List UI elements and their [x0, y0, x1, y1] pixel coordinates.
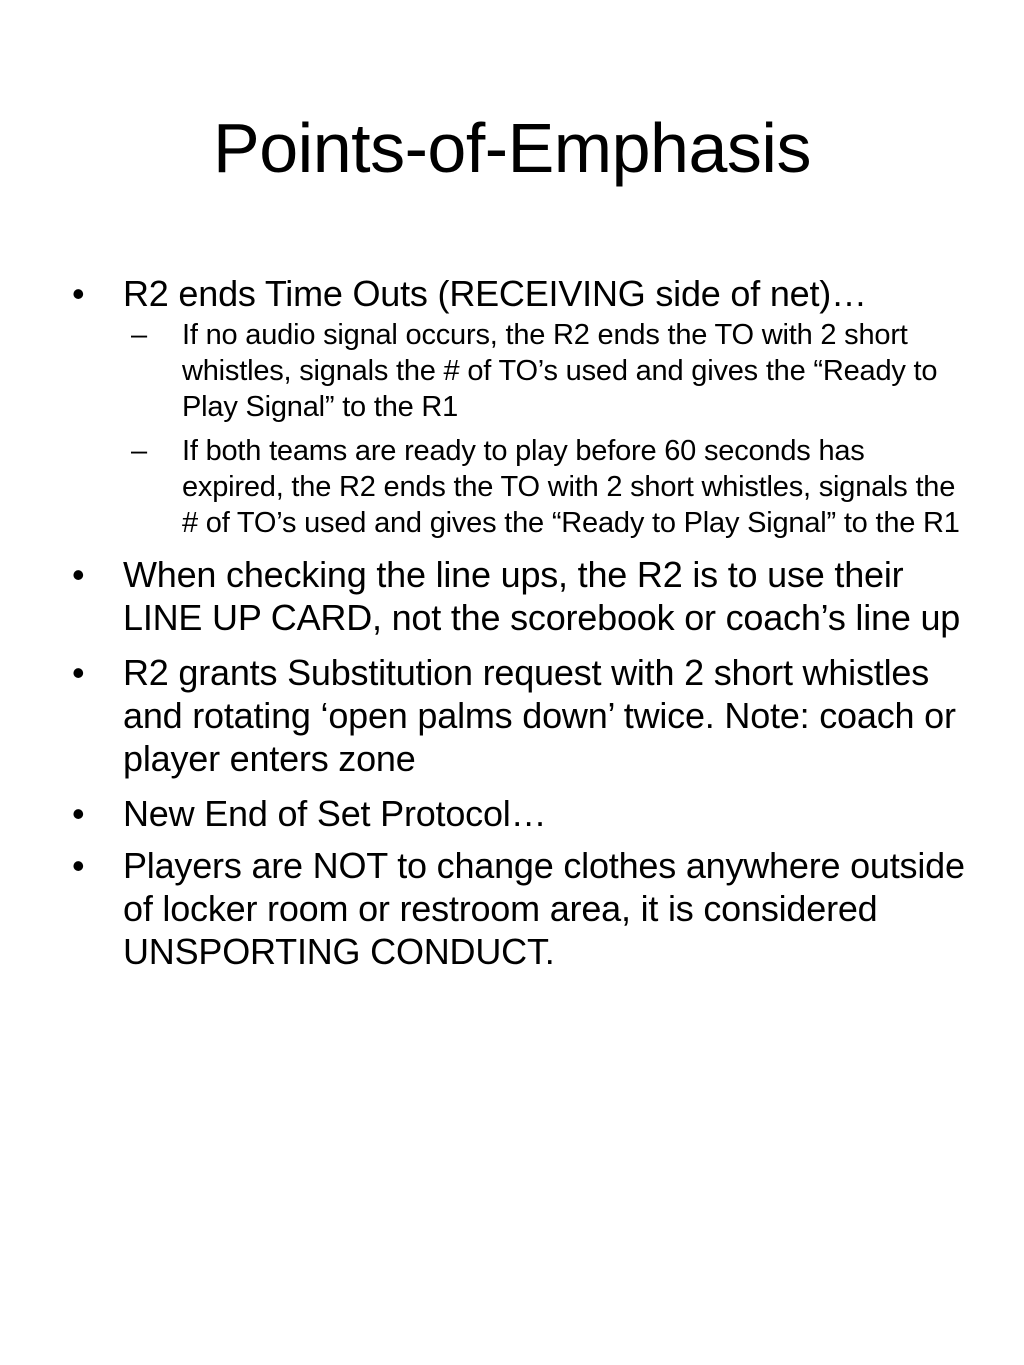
bullet-item-line-ups	[72, 553, 972, 639]
bullet-item-timeouts	[72, 272, 972, 541]
bullet-icon: •	[72, 652, 85, 693]
bullet-item-clothes	[72, 844, 972, 973]
dash-icon: –	[131, 435, 147, 467]
bullet-icon: •	[72, 273, 85, 314]
sub-bullet-text: If both teams are ready to play before 60 seconds has expired, the R2 ends the TO with 2 short whistles, signals the # of TO’s used and gives the “Ready to Play Signal” to the R1	[182, 435, 960, 539]
sub-bullet-item-teams-ready	[131, 433, 972, 541]
sub-bullet-list	[131, 317, 972, 541]
sub-bullet-text: If no audio signal occurs, the R2 ends the TO with 2 short whistles, signals the # of TO’s used and gives the “Ready to Play Signal” to the R1	[182, 319, 938, 423]
bullet-item-substitution	[72, 651, 972, 780]
bullet-text: R2 ends Time Outs (RECEIVING side of net)…	[123, 273, 867, 314]
dash-icon: –	[131, 319, 147, 351]
bullet-text: When checking the line ups, the R2 is to use their LINE UP CARD, not the scorebook or coach’s line up	[123, 554, 961, 638]
bullet-item-end-of-set	[72, 792, 972, 835]
slide-title: Points-of-Emphasis	[213, 109, 811, 187]
bullet-text: New End of Set Protocol…	[123, 793, 547, 834]
bullet-text: Players are NOT to change clothes anywhere outside of locker room or restroom area, it is considered UNSPORTING CONDUCT.	[123, 845, 965, 972]
bullet-icon: •	[72, 845, 85, 886]
bullet-icon: •	[72, 793, 85, 834]
bullet-text: R2 grants Substitution request with 2 short whistles and rotating ‘open palms down’ twice. Note: coach or player enters zone	[123, 652, 956, 779]
bullet-icon: •	[72, 554, 85, 595]
bullet-list	[72, 272, 972, 985]
sub-bullet-item-no-audio	[131, 317, 972, 425]
